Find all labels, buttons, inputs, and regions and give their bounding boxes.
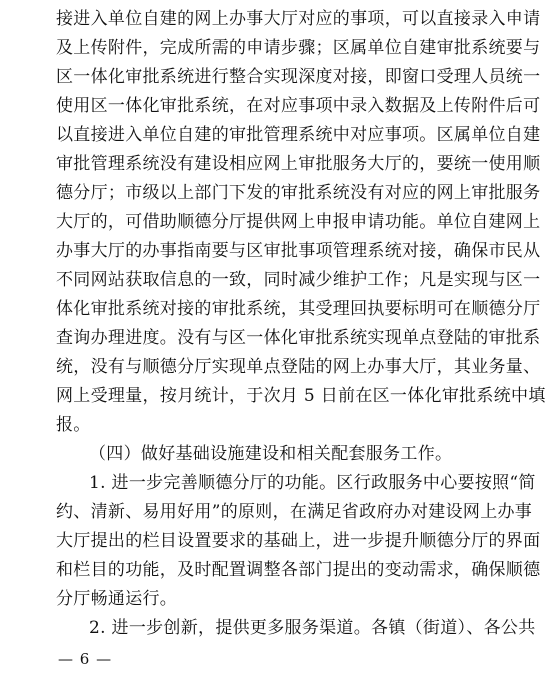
body-text-line: 及上传附件，完成所需的申请步骤；区属单位自建审批系统要与 <box>56 38 541 58</box>
numbered-item-start: 2. 进一步创新，提供更多服务渠道。各镇（街道）、各公共 <box>89 618 536 638</box>
body-text-line: 分厅畅通运行。 <box>56 589 178 609</box>
body-text-line: 报。 <box>56 415 91 435</box>
body-text-line: 不同网站获取信息的一致，同时减少维护工作；凡是实现与区一 <box>56 270 541 290</box>
body-text-line: 办事大厅的办事指南要与区审批事项管理系统对接，确保市民从 <box>56 241 541 261</box>
body-text-line: 德分厅；市级以上部门下发的审批系统没有对应的网上审批服务 <box>56 183 541 203</box>
numbered-item-start: 1. 进一步完善顺德分厅的功能。区行政服务中心要按照“简 <box>89 473 536 493</box>
body-text-line: 大厅提出的栏目设置要求的基础上，进一步提升顺德分厅的界面 <box>56 531 541 551</box>
body-text-line: 大厅的，可借助顺德分厅提供网上申报申请功能。单位自建网上 <box>56 212 541 232</box>
body-text-line: 审批管理系统没有建设相应网上审批服务大厅的，要统一使用顺 <box>56 154 541 174</box>
body-text-line: 接进入单位自建的网上办事大厅对应的事项，可以直接录入申请 <box>56 9 541 29</box>
page-number: — 6 — <box>58 650 113 668</box>
body-text-line: 区一体化审批系统进行整合实现深度对接，即窗口受理人员统一 <box>56 67 541 87</box>
body-text-line: 查询办理进度。没有与区一体化审批系统实现单点登陆的审批系 <box>56 328 541 348</box>
body-text-line: 和栏目的功能，及时配置调整各部门提出的变动需求，确保顺德 <box>56 560 541 580</box>
body-text-line: 网上受理量，按月统计，于次月 5 日前在区一体化审批系统中填 <box>56 386 546 406</box>
body-text-line: 约、清新、易用好用”的原则，在满足省政府办对建设网上办事 <box>56 502 533 522</box>
body-text-line: 以直接进入单位自建的审批管理系统中对应事项。区属单位自建 <box>56 125 541 145</box>
body-text-line: 体化审批系统对接的审批系统，其受理回执要标明可在顺德分厅 <box>56 299 541 319</box>
body-text-line: 使用区一体化审批系统，在对应事项中录入数据及上传附件后可 <box>56 96 541 116</box>
body-text-line: 统，没有与顺德分厅实现单点登陆的网上办事大厅，其业务量、 <box>56 357 541 377</box>
section-heading: （四）做好基础设施建设和相关配套服务工作。 <box>89 444 453 464</box>
